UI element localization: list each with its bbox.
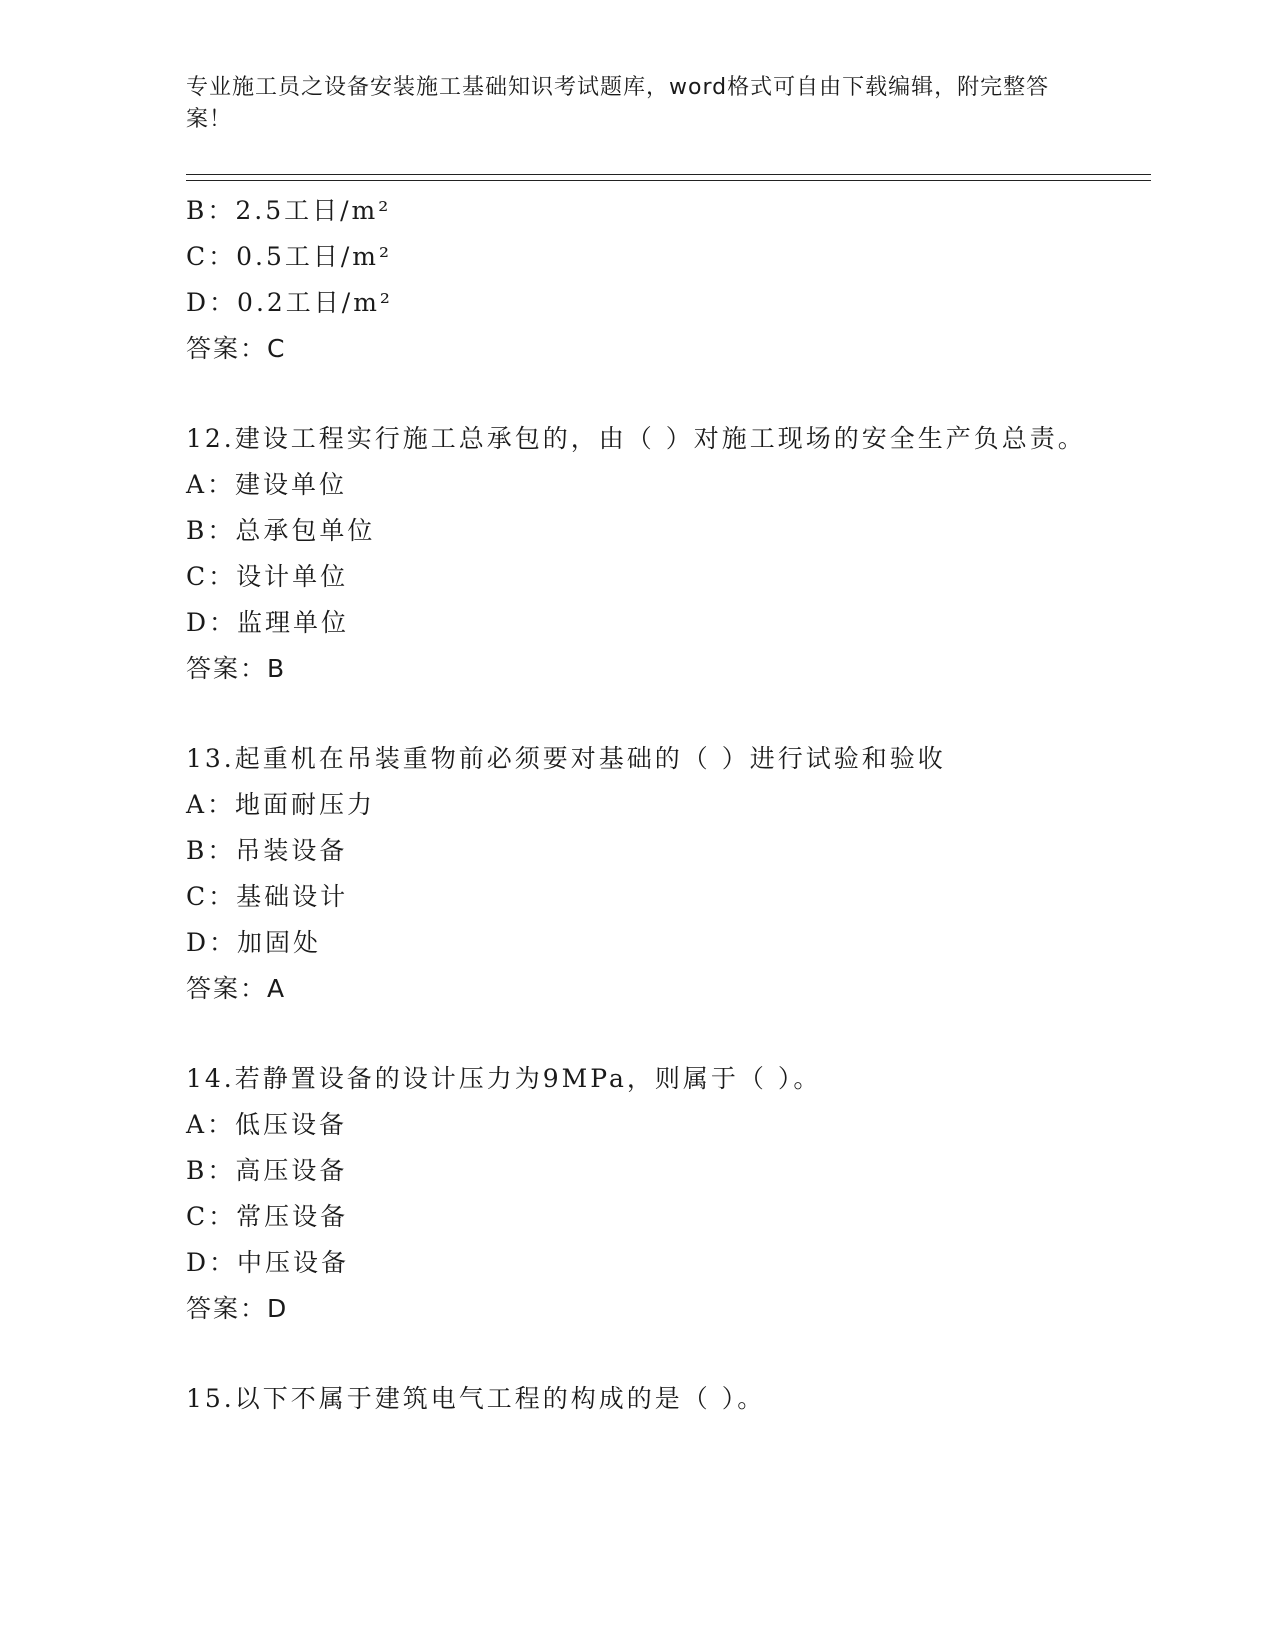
question-11-tail [186,188,1086,372]
question-stem: 13.起重机在吊装重物前必须要对基础的（ ）进行试验和验收 [186,744,946,773]
option-d: D：0.2工日/m² [186,288,393,317]
answer: 答案：B [186,654,287,683]
answer: 答案：C [186,334,287,363]
option-b: B：2.5工日/m² [186,196,392,225]
page-header: 专业施工员之设备安装施工基础知识考试题库，word格式可自由下载编辑，附完整答案！ [186,75,1050,132]
option-a: A：建设单位 [186,470,348,499]
question-stem: 12.建设工程实行施工总承包的，由（ ）对施工现场的安全生产负总责。 [186,424,1086,453]
option-c: C：设计单位 [186,562,349,591]
question-13 [186,736,1086,1012]
option-b: B：吊装设备 [186,836,348,865]
option-a: A：地面耐压力 [186,790,376,819]
option-d: D：监理单位 [186,608,350,637]
header-rule-bottom [186,180,1151,181]
option-c: C：常压设备 [186,1202,349,1231]
answer: 答案：A [186,974,287,1003]
question-12 [186,416,1086,692]
question-list [186,188,1086,1422]
option-d: D：加固处 [186,928,322,957]
option-a: A：低压设备 [186,1110,348,1139]
header-rule-top [186,174,1151,175]
option-b: B：高压设备 [186,1156,348,1185]
option-c: C：基础设计 [186,882,349,911]
question-15 [186,1376,1086,1422]
option-c: C：0.5工日/m² [186,242,393,271]
question-14 [186,1056,1086,1332]
option-d: D：中压设备 [186,1248,350,1277]
question-stem: 15.以下不属于建筑电气工程的构成的是（ ）。 [186,1384,766,1413]
question-stem: 14.若静置设备的设计压力为9MPa，则属于（ ）。 [186,1064,822,1093]
answer: 答案：D [186,1294,289,1323]
option-b: B：总承包单位 [186,516,376,545]
